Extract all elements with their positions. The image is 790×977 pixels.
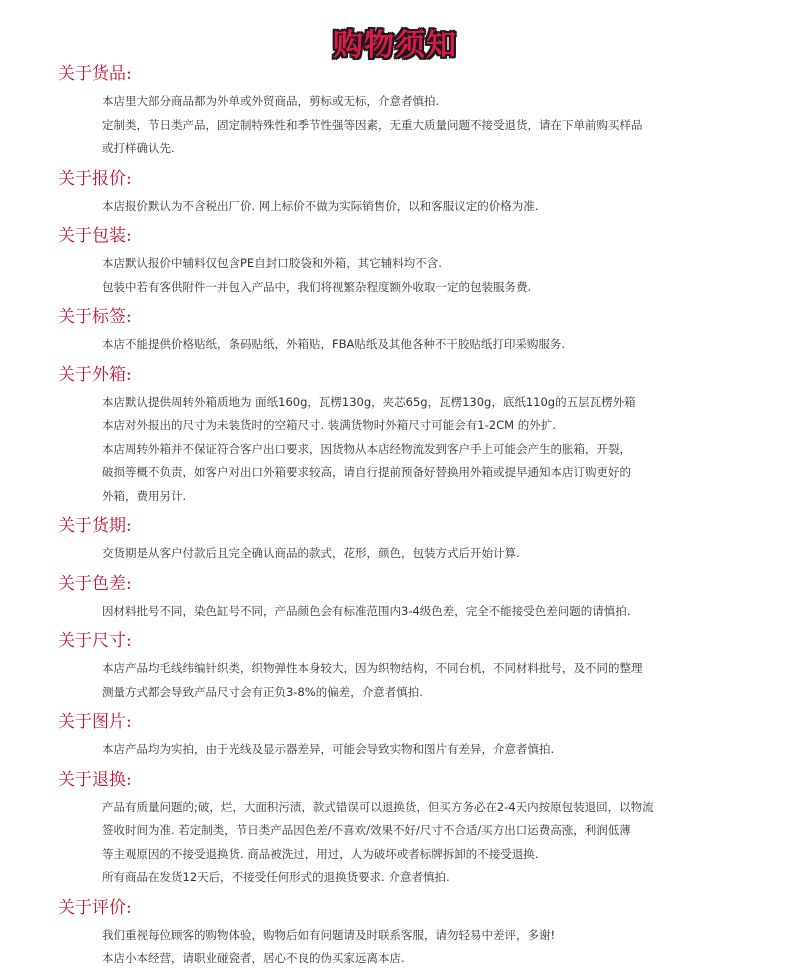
section-line: 本店默认报价中辅料仅包含PE自封口胶袋和外箱，其它辅料均不含. <box>102 256 442 270</box>
section-line: 本店报价默认为不含税出厂价. 网上标价不做为实际销售价，以和客服议定的价格为准. <box>102 198 539 213</box>
section-line: 所有商品在发货12天后，不接受任何形式的退换货要求. 介意者慎拍. <box>102 870 450 884</box>
section-heading: 关于外箱: <box>58 364 132 385</box>
section-body <box>0 542 790 566</box>
section-line: 本店周转外箱并不保证符合客户出口要求，因货物从本店经物流发到客户手上可能会产生的胀箱，开裂， <box>102 441 631 456</box>
section-body <box>0 90 790 161</box>
section-returns <box>0 768 790 896</box>
page-title: 购物须知 <box>333 28 457 63</box>
section-body <box>0 657 790 704</box>
section-line: 因材料批号不同，染色缸号不同，产品颜色会有标准范围内3-4级色差，完全不能接受色差问题的请慎拍. <box>102 603 631 618</box>
section-body <box>0 333 790 357</box>
section-line: 本店产品均为实拍，由于光线及显示器差异，可能会导致实物和图片有差异，介意者慎拍. <box>102 742 555 756</box>
section-delivery <box>0 514 790 572</box>
section-line: 包装中若有客供附件一并包入产品中，我们将视繁杂程度额外收取一定的包装服务费. <box>102 279 532 294</box>
section-body <box>0 796 790 890</box>
section-line: 本店里大部分商品都为外单或外贸商品，剪标或无标，介意者慎拍. <box>102 94 440 108</box>
section-heading: 关于货品: <box>58 64 132 84</box>
section-line: 或打样确认先. <box>102 141 175 155</box>
section-labels <box>0 305 790 363</box>
section-heading: 关于图片: <box>58 712 132 732</box>
section-packaging <box>0 224 790 305</box>
section-heading: 关于退换: <box>58 769 132 790</box>
section-heading: 关于色差: <box>58 573 132 594</box>
section-body <box>0 252 790 299</box>
section-line: 本店产品均毛线纬编针织类，织物弹性本身较大，因为织物结构，不同台机，不同材料批号，及不同的整理 <box>102 661 643 675</box>
section-goods <box>0 62 790 167</box>
section-heading: 关于报价: <box>58 168 132 189</box>
section-size <box>0 629 790 710</box>
section-reviews <box>0 896 790 977</box>
section-images <box>0 710 790 768</box>
section-body <box>0 600 790 624</box>
section-heading: 关于货期: <box>58 516 132 536</box>
notice-content <box>0 62 790 977</box>
section-body <box>0 924 790 971</box>
section-line: 签收时间为准. 若定制类，节日类产品因色差/不喜欢/效果不好/尺寸不合适/买方出口运费高涨，利润低薄 <box>102 823 631 837</box>
section-line: 我们重视每位顾客的购物体验，购物后如有问题请及时联系客服，请勿轻易中差评，多谢! <box>102 927 556 942</box>
section-carton <box>0 363 790 515</box>
section-body <box>0 738 790 762</box>
section-line: 交货期是从客户付款后且完全确认商品的款式，花形，颜色，包装方式后开始计算. <box>102 546 520 560</box>
section-line: 本店不能提供价格贴纸，条码贴纸，外箱贴，FBA贴纸及其他各种不干胶贴纸打印采购服务. <box>102 337 566 351</box>
section-line: 本店小本经营，请职业碰瓷者，居心不良的伪买家远离本店. <box>102 951 405 965</box>
section-quote <box>0 167 790 225</box>
section-line: 等主观原因的不接受退换货. 商品被洗过，用过，人为破坏或者标牌拆卸的不接受退换. <box>102 846 539 861</box>
section-heading: 关于标签: <box>58 307 132 327</box>
section-line: 定制类，节日类产品，固定制特殊性和季节性强等因素，无重大质量问题不接受退货，请在下单前购买样品 <box>102 117 643 132</box>
section-line: 本店默认提供周转外箱质地为 面纸160g，瓦楞130g，夹芯65g，瓦楞130g，底纸110g的五层瓦楞外箱 <box>102 394 636 409</box>
section-heading: 关于评价: <box>58 897 132 918</box>
section-line: 本店对外报出的尺寸为未装货时的空箱尺寸. 装满货物时外箱尺寸可能会有1-2CM 的外扩. <box>102 418 556 432</box>
title-banner <box>0 20 790 64</box>
section-body <box>0 195 790 219</box>
section-line: 测量方式都会导致产品尺寸会有正负3-8%的偏差，介意者慎拍. <box>102 684 423 699</box>
section-line: 外箱，费用另计. <box>102 488 187 503</box>
section-heading: 关于包装: <box>58 226 132 246</box>
section-line: 破损等概不负责，如客户对出口外箱要求较高，请自行提前预备好替换用外箱或提早通知本店订购更好的 <box>102 465 631 479</box>
section-heading: 关于尺寸: <box>58 631 132 651</box>
section-line: 产品有质量问题的;破，烂，大面积污渍，款式错误可以退换货，但买方务必在2-4天内按原包装退回，以物流 <box>102 799 654 814</box>
section-color-difference <box>0 572 790 630</box>
section-body <box>0 391 790 509</box>
